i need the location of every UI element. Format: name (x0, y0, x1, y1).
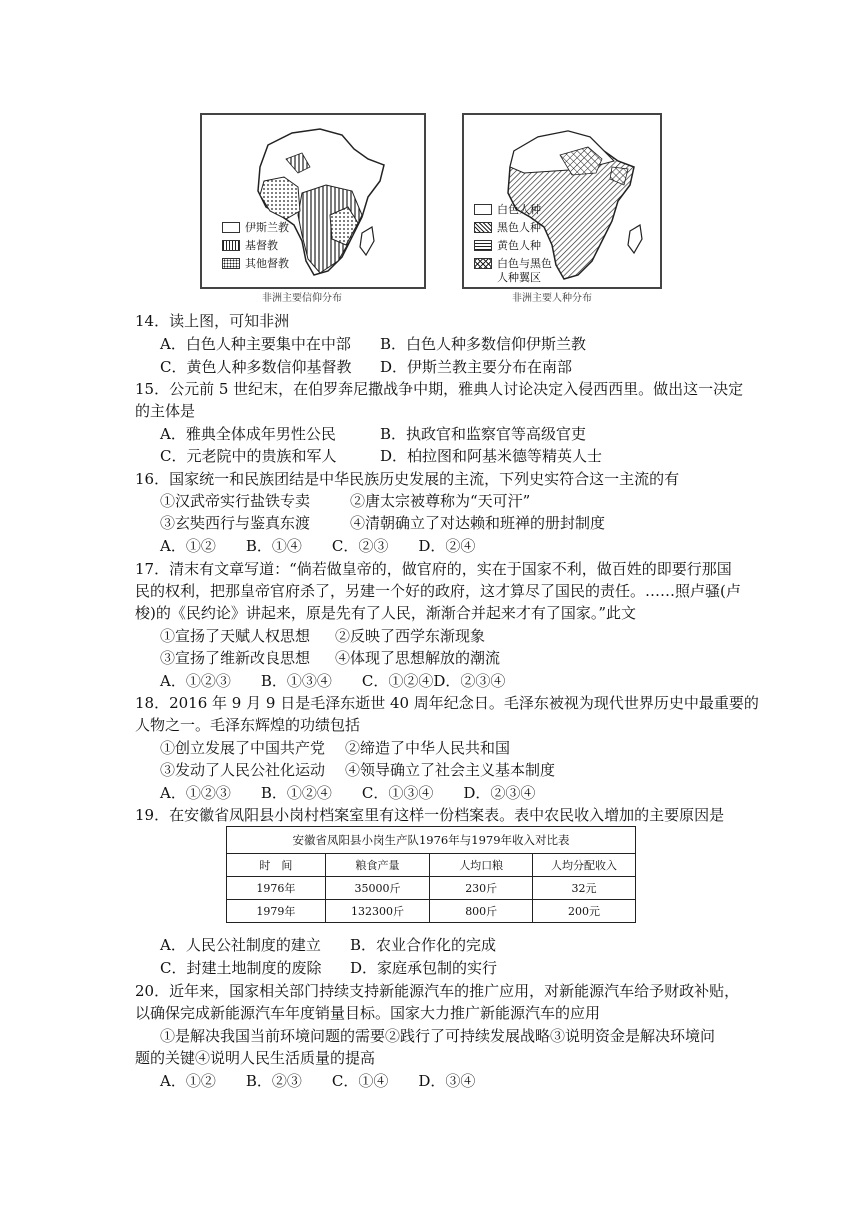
legend-mixed-cont (497, 269, 541, 285)
q14-option-b: B．白色人种多数信仰伊斯兰教 (380, 335, 587, 353)
legend-white (474, 201, 541, 217)
q15-option-d: D．柏拉图和阿基米德等精英人士 (380, 447, 603, 465)
legend-label: 白色人种 (497, 203, 541, 216)
q19-option-c: C．封建土地制度的废除 (160, 959, 322, 977)
legend-label: 基督教 (245, 239, 278, 252)
legend-label: 白色与黑色 (497, 257, 552, 270)
q17-stem-line2: 民的权利，把那皇帝官府杀了，另建一个好的政府，这才算尽了国民的责任。……照卢骚(卢 (135, 582, 741, 600)
q17-item-3: ③宣扬了维新改良思想 (160, 649, 311, 667)
q20-stem-line2: 以确保完成新能源汽车年度销量目标。国家大力推广新能源汽车的应用 (135, 1004, 601, 1022)
q14-option-c: C．黄色人种多数信仰基督教 (160, 358, 352, 376)
table-title: 安徽省凤阳县小岗生产队1976年与1979年收入对比表 (227, 827, 636, 854)
table-cell: 35000斤 (325, 877, 429, 900)
q18-item-2: ②缔造了中华人民共和国 (345, 739, 511, 757)
table-cell: 200元 (533, 900, 636, 923)
legend-christianity (222, 237, 278, 253)
q16-item-1: ①汉武帝实行盐铁专卖 (160, 492, 311, 510)
q15-option-a: A．雅典全体成年男性公民 (160, 425, 336, 443)
table-cell: 230斤 (430, 877, 533, 900)
legend-black (474, 219, 541, 235)
q16-item-3: ③玄奘西行与鉴真东渡 (160, 514, 311, 532)
legend-swatch-diag (474, 222, 492, 233)
table-header-cell: 粮食产量 (325, 854, 429, 877)
religion-map-caption: 非洲主要信仰分布 (262, 293, 342, 304)
q20-stem-line3: ①是解决我国当前环境问题的需要②践行了可持续发展战略③说明资金是解决环境问 (160, 1027, 716, 1045)
race-map-caption: 非洲主要人种分布 (512, 293, 592, 304)
legend-label: 人种翼区 (497, 271, 541, 284)
q17-item-4: ④体现了思想解放的潮流 (335, 649, 501, 667)
table-cell: 132300斤 (325, 900, 429, 923)
q15-option-c: C．元老院中的贵族和军人 (160, 447, 337, 465)
table-cell: 1979年 (227, 900, 326, 923)
q14-option-a: A．白色人种主要集中在中部 (160, 335, 351, 353)
legend-swatch-hstripe (474, 240, 492, 251)
q19-option-a: A．人民公社制度的建立 (160, 936, 321, 954)
table-cell: 800斤 (430, 900, 533, 923)
table-cell: 32元 (533, 877, 636, 900)
q17-item-1: ①宣扬了天赋人权思想 (160, 627, 311, 645)
legend-swatch-cross (474, 258, 492, 269)
legend-islam (222, 219, 289, 235)
q17-stem-line1: 17．清末有文章写道：“倘若做皇帝的，做官府的，实在于国家不利，做百姓的即要行那国 (135, 560, 732, 578)
q15-stem-line2: 的主体是 (135, 402, 196, 420)
q16-item-4: ④清朝确立了对达赖和班禅的册封制度 (350, 514, 606, 532)
q20-stem-line4: 题的关键④说明人民生活质量的提高 (135, 1049, 376, 1067)
table-header-row (227, 854, 636, 877)
q18-item-1: ①创立发展了中国共产党 (160, 739, 326, 757)
q15-stem-line1: 15．公元前 5 世纪末，在伯罗奔尼撒战争中期，雅典人讨论决定入侵西西里。做出这一决定 (135, 380, 744, 398)
q18-options: A．①②③ B．①②④ C．①③④ D．②③④ (160, 784, 536, 802)
q18-item-3: ③发动了人民公社化运动 (160, 761, 326, 779)
table-row (227, 877, 636, 900)
legend-swatch-vstripe (222, 240, 240, 251)
q17-stem-line3: 梭)的《民约论》讲起来，原是先有了人民，渐渐合并起来才有了国家。”此文 (135, 604, 637, 622)
q14-stem: 14．读上图，可知非洲 (135, 312, 290, 330)
q20-options: A．①② B．②③ C．①④ D．③④ (160, 1072, 476, 1090)
table-header-cell: 时 间 (227, 854, 326, 877)
q14-option-d: D．伊斯兰教主要分布在南部 (380, 358, 573, 376)
q19-option-d: D．家庭承包制的实行 (350, 959, 498, 977)
q17-options: A．①②③ B．①③④ C．①②④D．②③④ (160, 672, 506, 690)
legend-other (222, 255, 289, 271)
race-map (462, 113, 662, 289)
legend-swatch-blank (474, 204, 492, 215)
q15-option-b: B．执政官和监察官等高级官吏 (380, 425, 587, 443)
q18-item-4: ④领导确立了社会主义基本制度 (345, 761, 556, 779)
legend-label: 黑色人种 (497, 221, 541, 234)
table-cell: 1976年 (227, 877, 326, 900)
religion-map (200, 113, 426, 289)
q16-options: A．①② B．①④ C．②③ D．②④ (160, 537, 476, 555)
table-title-row (227, 827, 636, 854)
legend-label: 伊斯兰教 (245, 221, 289, 234)
q18-stem-line1: 18．2016 年 9 月 9 日是毛泽东逝世 40 周年纪念日。毛泽东被视为现代世界历史中最重要的 (135, 694, 759, 712)
q17-item-2: ②反映了西学东渐现象 (335, 627, 486, 645)
legend-yellow (474, 237, 541, 253)
q19-stem: 19．在安徽省凤阳县小岗村档案室里有这样一份档案表。表中农民收入增加的主要原因是 (135, 806, 725, 824)
legend-swatch-blank (222, 222, 240, 233)
table-row (227, 900, 636, 923)
table-header-cell: 人均口粮 (430, 854, 533, 877)
table-header-cell: 人均分配收入 (533, 854, 636, 877)
legend-swatch-dots (222, 258, 240, 269)
legend-label: 黄色人种 (497, 239, 541, 252)
q16-item-2: ②唐太宗被尊称为“天可汗” (350, 492, 531, 510)
q19-option-b: B．农业合作化的完成 (350, 936, 497, 954)
q20-stem-line1: 20．近年来，国家相关部门持续支持新能源汽车的推广应用，对新能源汽车给予财政补贴， (135, 982, 740, 1000)
q16-stem: 16．国家统一和民族团结是中华民族历史发展的主流，下列史实符合这一主流的有 (135, 470, 680, 488)
income-comparison-table (226, 826, 636, 923)
legend-label: 其他督教 (245, 257, 289, 270)
q18-stem-line2: 人物之一。毛泽东辉煌的功绩包括 (135, 716, 361, 734)
